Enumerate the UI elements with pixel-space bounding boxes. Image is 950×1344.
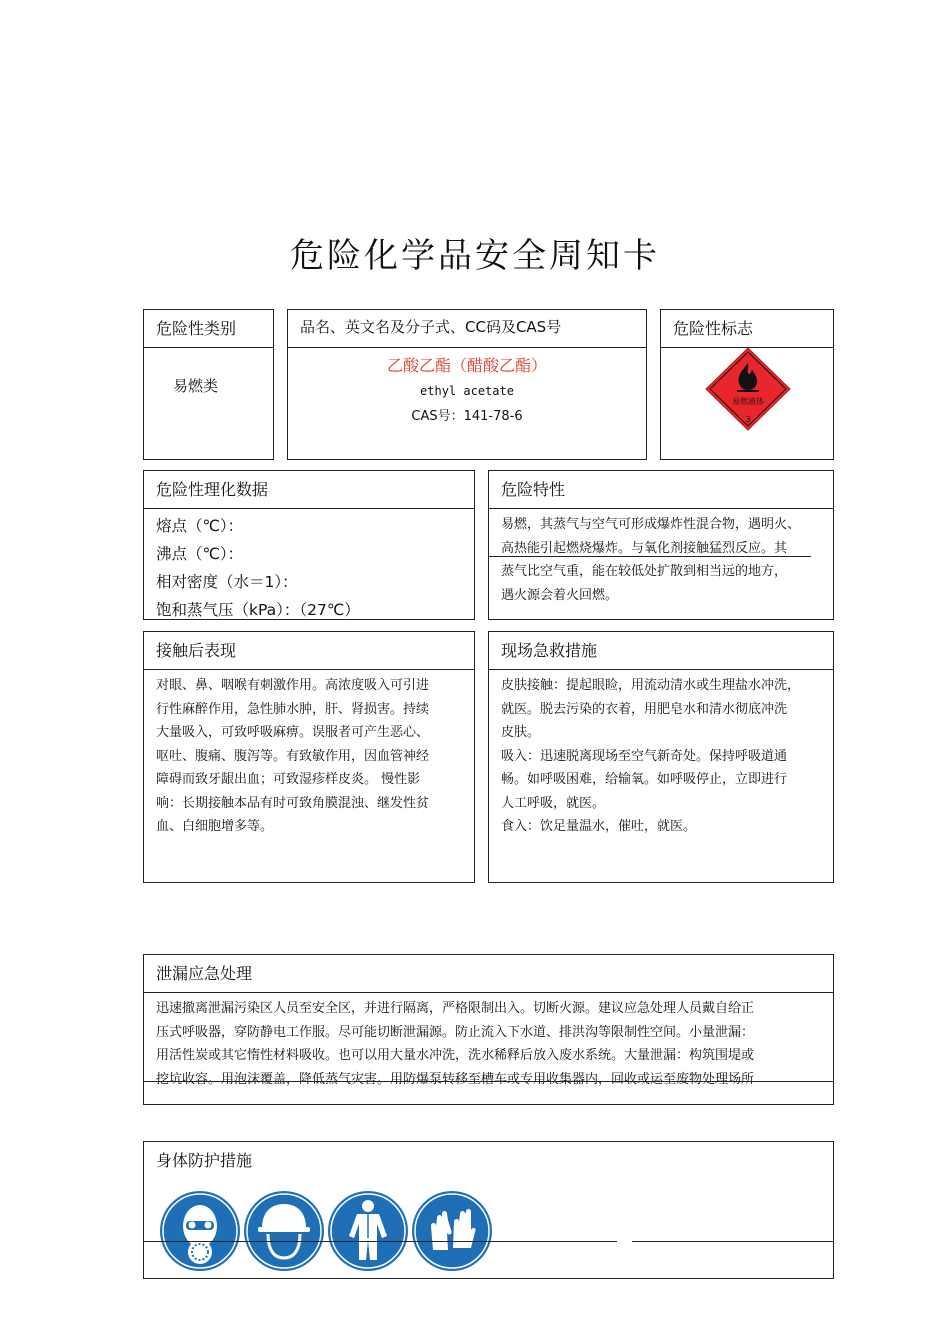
physchem-header: 危险性理化数据 [156,480,269,499]
hazard-props-line: 高热能引起燃烧爆炸。与氧化剂接触猛烈反应。其 [501,540,788,556]
cas-number: CAS号：141-78-6 [411,409,523,424]
melting-point: 熔点（℃）： [156,517,244,535]
protection-box [143,1141,834,1279]
identity-box [287,309,647,460]
boiling-point: 沸点（℃）： [156,545,244,563]
protection-header: 身体防护措施 [156,1151,253,1170]
identity-header: 品名、英文名及分子式、CC码及CAS号 [300,318,562,336]
exposure-header: 接触后表现 [156,641,237,660]
hazard-sign-header: 危险性标志 [673,319,754,338]
exposure-line: 对眼、鼻、咽喉有刺激作用。高浓度吸入可引进 [156,678,430,693]
first-aid-line: 就医。脱去污染的衣着，用肥皂水和清水彻底冲洗 [501,701,788,717]
exposure-line: 大量吸入，可致呼吸麻痹。误服者可产生恶心、 [156,725,430,740]
hazard-class-value: 易燃类 [173,377,219,395]
exposure-line: 呕吐、腹痛、腹泻等。有致敏作用，因血管神经 [156,748,430,764]
hazard-class-header: 危险性类别 [156,319,237,338]
first-aid-line: 人工呼吸，就医。 [501,795,606,811]
gloves-icon [411,1190,493,1272]
leak-box [143,954,834,1105]
hazard-props-line: 蒸气比空气重，能在较低处扩散到相当远的地方， [501,564,788,579]
exposure-line: 行性麻醉作用，急性肺水肿，肝、肾损害。持续 [156,701,430,717]
first-aid-line: 畅。如呼吸困难，给输氧。如呼吸停止，立即进行 [501,772,788,787]
first-aid-line: 皮肤接触：提起眼睑，用流动清水或生理盐水冲洗， [501,678,801,693]
first-aid-box [488,631,834,883]
vapor-pressure: 饱和蒸气压（kPa）：（27℃） [156,601,360,619]
relative-density: 相对密度（水＝1）： [156,573,298,591]
leak-line: 迅速撤离泄漏污染区人员至安全区，并进行隔离，严格限制出入。切断火源。建议应急处理人员戴自给正 [156,1001,755,1016]
chemical-name-cn: 乙酸乙酯（醋酸乙酯） [386,356,547,375]
page-title: 危险化学品安全周知卡 [290,236,660,276]
chemical-name-en: ethyl acetate [420,384,514,398]
physchem-box [143,470,475,620]
protective-suit-icon [327,1190,409,1272]
hazard-class-box [143,309,274,460]
hazard-sign-number: 3 [745,415,751,424]
exposure-line: 障碍而致牙龈出血；可致湿疹样皮炎。 慢性影 [156,772,421,787]
hazard-props-line: 遇火源会着火回燃。 [501,587,619,603]
leak-line: 用活性炭或其它惰性材料吸收。也可以用大量水冲洗，洗水稀释后放入废水系统。大量泄漏：构筑围堤或 [156,1048,755,1063]
exposure-line: 血、白细胞增多等。 [156,819,274,834]
hazard-sign-box [660,309,834,460]
hazard-props-box [488,470,834,620]
first-aid-line: 食入：饮足量温水，催吐，就医。 [501,819,697,834]
flammable-liquid-icon [701,347,795,431]
hazard-props-line: 易燃，其蒸气与空气可形成爆炸性混合物，遇明火、 [501,517,801,532]
first-aid-header: 现场急救措施 [501,641,598,660]
gas-mask-icon [159,1190,241,1272]
exposure-line: 响：长期接触本品有时可致角膜混浊、继发性贫 [156,795,430,811]
first-aid-line: 皮肤。 [501,725,541,740]
leak-line: 压式呼吸器，穿防静电工作服。尽可能切断泄漏源。防止流入下水道、排洪沟等限制性空间。小量泄漏： [156,1024,755,1040]
first-aid-line: 吸入：迅速脱离现场至空气新奇处。保持呼吸道通 [501,748,788,764]
hazard-sign-label: 易燃液体 [732,397,764,406]
leak-line: 挖坑收容。用泡沫覆盖，降低蒸气灾害。用防爆泵转移至槽车或专用收集器内，回收或运至废物处理场所 [156,1071,755,1087]
helmet-icon [243,1190,325,1272]
hazard-props-header: 危险特性 [501,480,566,499]
exposure-box [143,631,475,883]
leak-header: 泄漏应急处理 [156,964,253,983]
